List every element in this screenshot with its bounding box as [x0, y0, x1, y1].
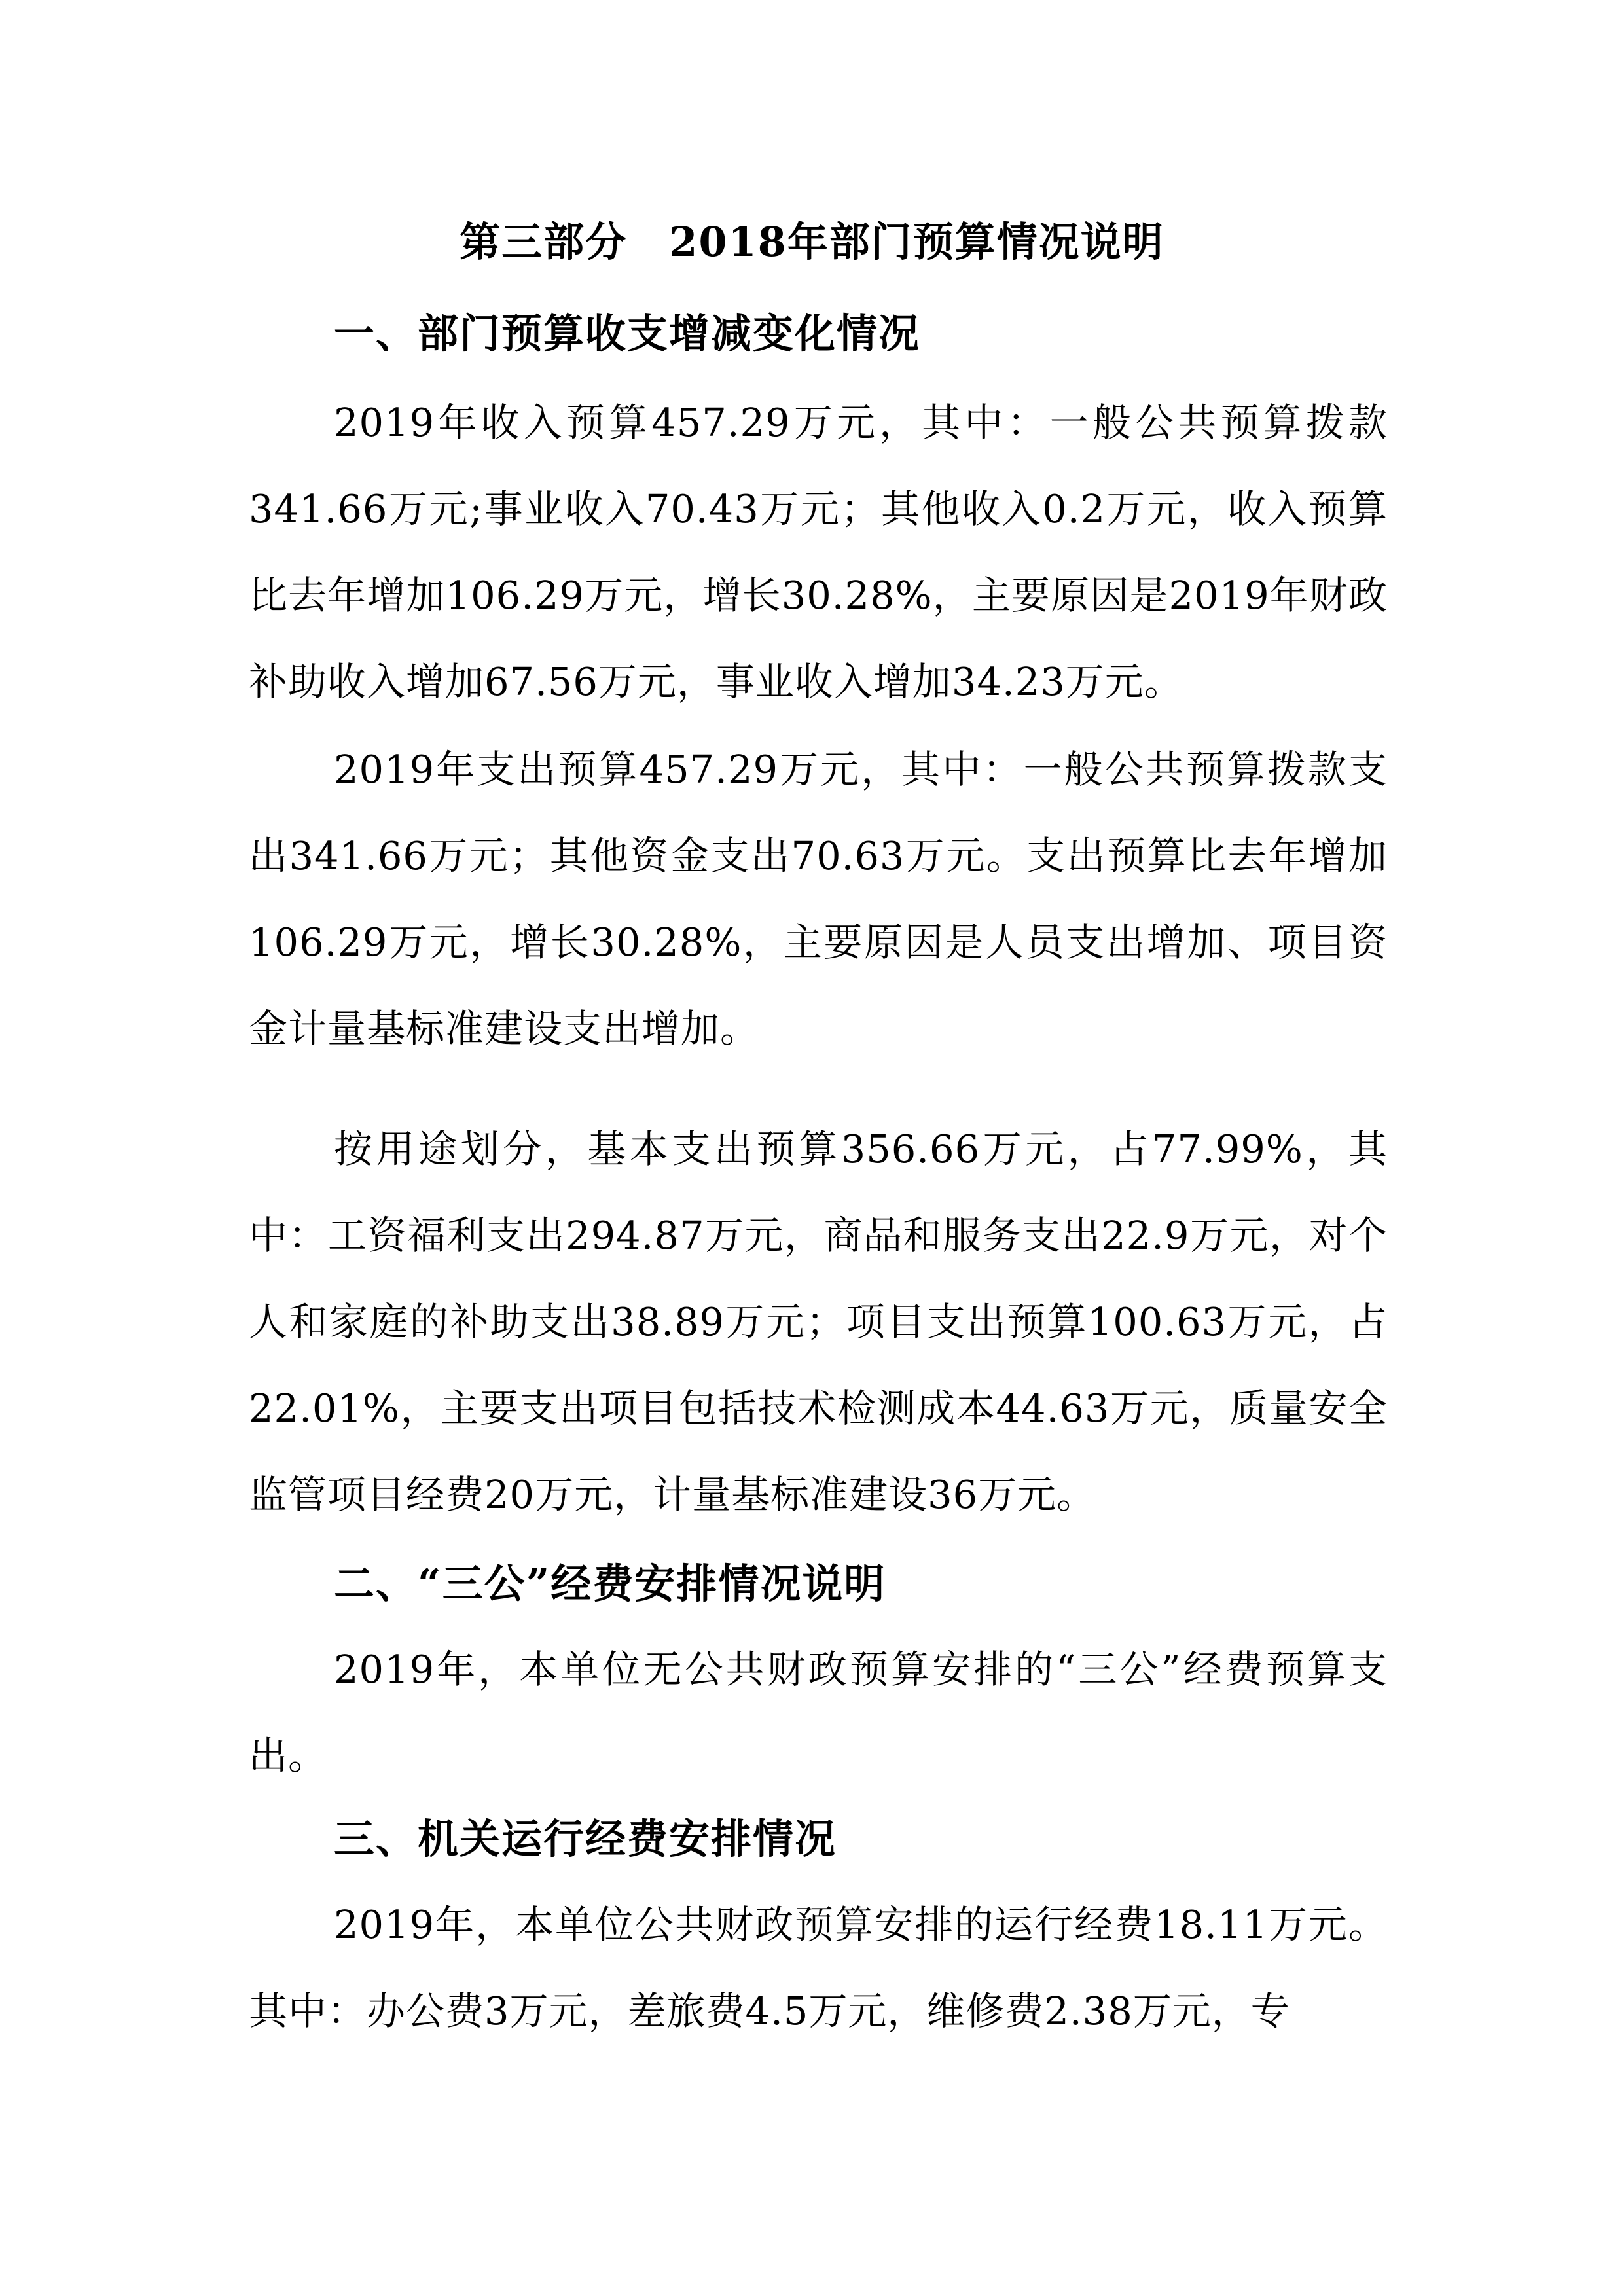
paragraph-three-public-expenses: 2019年，本单位无公共财政预算安排的“三公”经费预算支出。	[249, 1647, 1388, 1778]
section-heading-three-public-expenses: 二、“三公”经费安排情况说明	[334, 1560, 886, 1607]
paragraph-income-budget: 2019年收入预算457.29万元，其中：一般公共预算拨款341.66万元;事业收入70.43万元；其他收入0.2万元，收入预算比去年增加106.29万元，增长30.28%，主要原因是2019年财政补助收入增加67.56万元，事业收入增加34.23万元。	[249, 400, 1388, 704]
section-heading-budget-changes: 一、部门预算收支增减变化情况	[334, 310, 921, 357]
paragraph-operating-expenses: 2019年，本单位公共财政预算安排的运行经费18.11万元。其中：办公费3万元，差旅费4.5万元，维修费2.38万元，专	[249, 1902, 1388, 2034]
paragraph-expenditure-budget: 2019年支出预算457.29万元，其中：一般公共预算拨款支出341.66万元；其他资金支出70.63万元。支出预算比去年增加106.29万元，增长30.28%，主要原因是人员支出增加、项目资金计量基标准建设支出增加。	[249, 747, 1388, 1051]
paragraph-expenditure-by-use: 按用途划分，基本支出预算356.66万元，占77.99%，其中：工资福利支出294.87万元，商品和服务支出22.9万元，对个人和家庭的补助支出38.89万元；项目支出预算100.63万元，占22.01%，主要支出项目包括技术检测成本44.63万元，质量安全监管项目经费20万元，计量基标准建设36万元。	[249, 1126, 1388, 1517]
page-title: 第三部分 2018年部门预算情况说明	[460, 218, 1164, 266]
section-heading-operating-expenses: 三、机关运行经费安排情况	[334, 1815, 837, 1863]
